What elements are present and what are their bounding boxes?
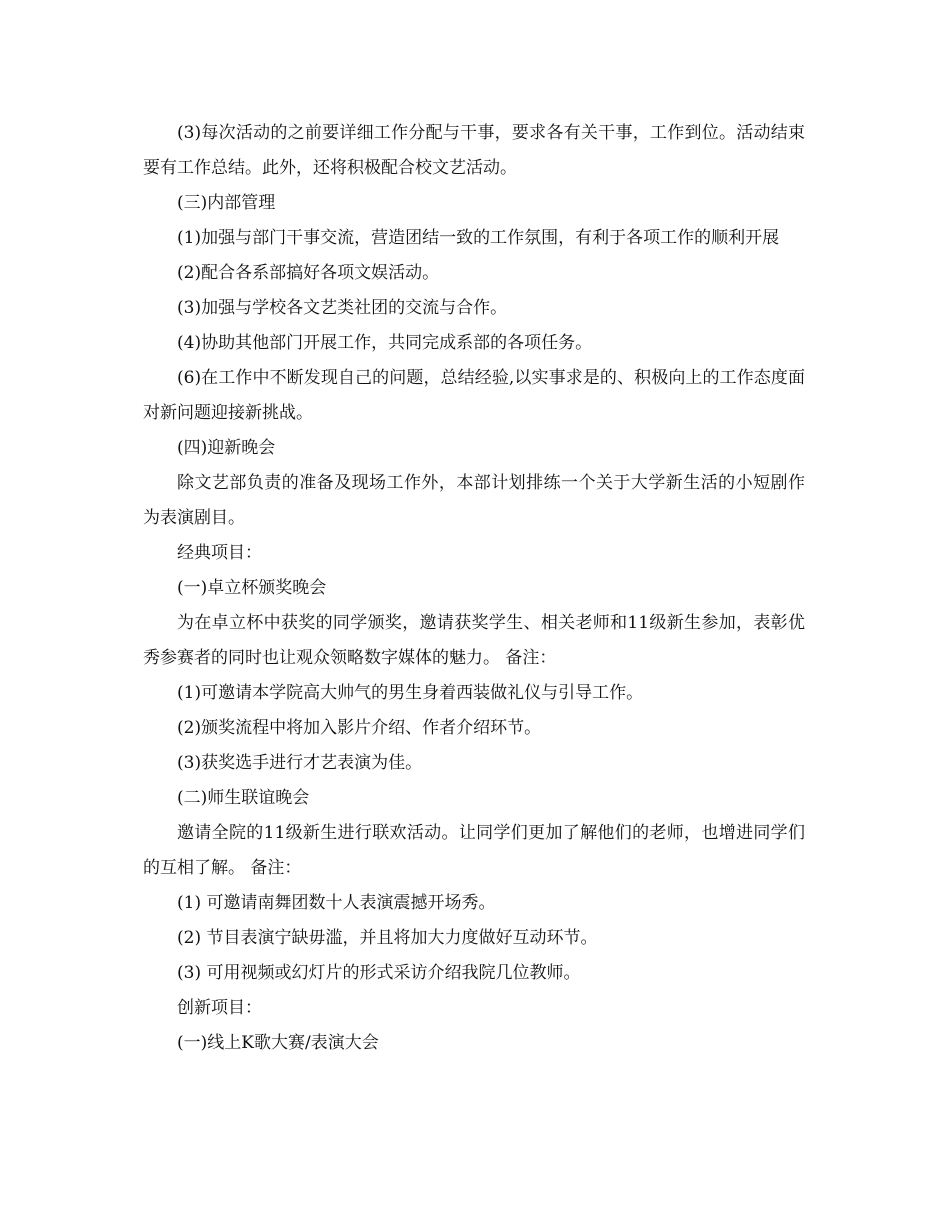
list-item-etiquette: (1)可邀请本学院高大帅气的男生身着西装做礼仪与引导工作。 [177, 683, 644, 703]
paragraph-welcome-party: 除文艺部负责的准备及现场工作外，本部计划排练一个关于大学新生活的小短剧作为表演剧目。 [143, 473, 805, 528]
heading-online-karaoke: (一)线上K歌大赛/表演大会 [177, 1033, 379, 1053]
heading-welcome-party: (四)迎新晚会 [177, 438, 276, 458]
heading-award-ceremony: (一)卓立杯颁奖晚会 [177, 578, 327, 598]
list-item-teacher-interview: (3) 可用视频或幻灯片的形式采访介绍我院几位教师。 [177, 963, 581, 983]
list-item-award-process: (2)颁奖流程中将加入影片介绍、作者介绍环节。 [177, 718, 542, 738]
heading-internal-management: (三)内部管理 [177, 193, 276, 213]
list-item-talent-show: (3)获奖选手进行才艺表演为佳。 [177, 753, 423, 773]
paragraph-communication: (1)加强与部门干事交流，营造团结一致的工作氛围，有利于各项工作的顺利开展 [177, 228, 780, 248]
heading-teacher-student-party: (二)师生联谊晚会 [177, 788, 310, 808]
list-item-program-quality: (2) 节目表演宁缺毋滥，并且将加大力度做好互动环节。 [177, 928, 598, 948]
paragraph-activity-planning: (3)每次活动的之前要详细工作分配与干事，要求各有关干事，工作到位。活动结束要有工作总结。此外，还将积极配合校文艺活动。 [143, 123, 805, 178]
paragraph-award-ceremony: 为在卓立杯中获奖的同学颁奖，邀请获奖学生、相关老师和11级新生参加，表彰优秀参赛者的同时也让观众领略数字媒体的魅力。 备注： [143, 613, 805, 668]
paragraph-cooperation-activities: (2)配合各系部搞好各项文娱活动。 [177, 263, 440, 283]
paragraph-club-exchange: (3)加强与学校各文艺类社团的交流与合作。 [177, 298, 508, 318]
paragraph-teacher-student-party: 邀请全院的11级新生进行联欢活动。让同学们更加了解他们的老师，也增进同学们的互相了解。 备注： [143, 823, 805, 878]
heading-classic-projects: 经典项目： [177, 543, 262, 563]
paragraph-assist-departments: (4)协助其他部门开展工作，共同完成系部的各项任务。 [177, 333, 593, 353]
paragraph-self-improvement: (6)在工作中不断发现自己的问题，总结经验,以实事求是的、积极向上的工作态度面对新问题迎接新挑战。 [143, 368, 805, 423]
heading-innovative-projects: 创新项目： [177, 998, 262, 1018]
document-body [143, 116, 805, 1061]
list-item-opening-show: (1) 可邀请南舞团数十人表演震撼开场秀。 [177, 893, 496, 913]
